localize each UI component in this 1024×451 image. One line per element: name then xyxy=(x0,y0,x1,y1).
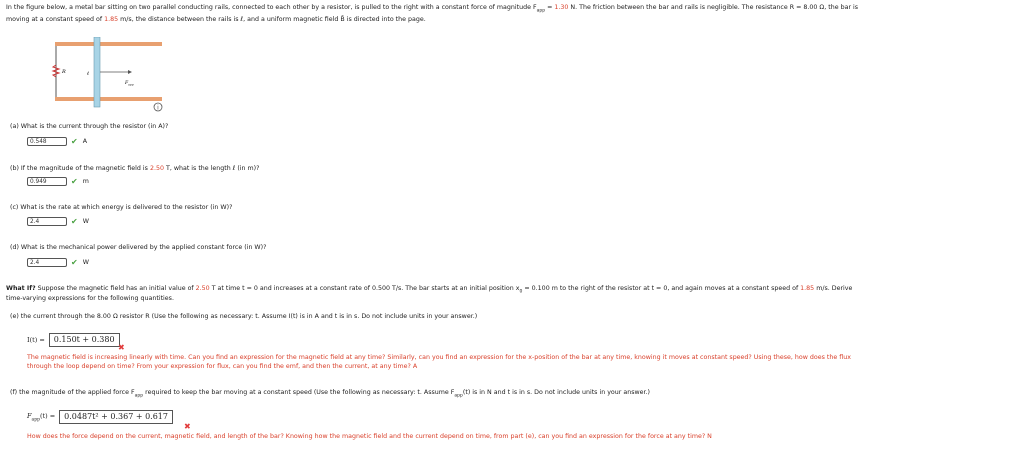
check-icon: ✔ xyxy=(71,258,78,267)
hint-f: How does the force depend on the current, magnetic field, and length of the bar? Knowing how the magnetic field and the current depend on time, from part (e), can you find an expression for the force at any time? N xyxy=(27,433,712,440)
top-rail xyxy=(55,42,162,46)
answer-row-d xyxy=(27,258,89,267)
question-f: (f) the magnitude of the applied force $F_{app}$ required to keep the bar moving at a constant speed (Use the following as necessary: t. Assume $F_{app}(t)$ is in N and t is in s. Do not include units in your answer.) xyxy=(10,389,650,399)
unit-c: W xyxy=(82,218,89,225)
hint-e-line-2: through the loop depend on time? From your expression for flux, can you find the emf, and then the current, at any time? A xyxy=(27,363,418,370)
answer-input-c[interactable]: 2.4 xyxy=(27,217,67,226)
check-icon: ✔ xyxy=(71,177,78,186)
answer-row-c xyxy=(27,217,89,226)
problem-intro-line-1: In the figure below, a metal bar sitting on two parallel conducting rails, connected to each other by a resistor, is pulled to the right with a constant force of magnitude $F_{app} = 1.30$ N. The friction between the bar and rails is negligible. The resistance R = 8.00 Ω, the bar is xyxy=(6,4,859,14)
hint-e-line-1: The magnetic field is increasing linearly with time. Can you find an expression for the magnetic field at any time? Similarly, can you find an expression for the x-position of the bar at any time, knowing it moves at constant speed? Using these, how does the flux xyxy=(27,354,851,361)
force-arrowhead xyxy=(128,70,132,74)
answer-row-e xyxy=(27,333,120,347)
label-f: $F_{app}(t)$ = xyxy=(27,411,56,423)
answer-input-e[interactable]: 0.150t + 0.380 xyxy=(49,333,120,347)
whatif-line-1: What If? Suppose the magnetic field has an initial value of 2.50 T at time t = 0 and increases at a constant rate of 0.500 T/s. The bar starts at an initial position $x_0 = 0.100$ m to the right of the resistor at t = 0, and again moves at a constant speed of 1.85 m/s. Derive xyxy=(6,285,853,295)
info-icon[interactable] xyxy=(154,103,162,112)
unit-b: m xyxy=(82,178,89,185)
answer-input-d[interactable]: 2.4 xyxy=(27,258,67,267)
question-e: (e) the current through the 8.00 Ω resistor R (Use the following as necessary: t. Assume I(t) is in A and t is in s. Do not include units in your answer.) xyxy=(10,313,478,320)
cross-icon: ✖ xyxy=(118,343,125,352)
figure-label-r: R xyxy=(62,69,66,75)
figure-label-fapp-sub: app xyxy=(128,82,134,87)
question-b: (b) If the magnitude of the magnetic field is 2.50 T, what is the length ℓ (in m)? xyxy=(10,165,260,172)
unit-a: A xyxy=(82,138,88,145)
cross-icon: ✖ xyxy=(184,422,191,431)
answer-input-b[interactable]: 0.949 xyxy=(27,177,67,186)
answer-input-f[interactable]: 0.0487t² + 0.367 + 0.617 xyxy=(59,410,173,424)
check-icon: ✔ xyxy=(71,137,78,146)
svg-text:i: i xyxy=(157,104,159,112)
figure-label-fapp: F xyxy=(125,81,129,86)
whatif-line-2: time-varying expressions for the following quantities. xyxy=(6,295,174,302)
circuit-figure xyxy=(50,37,170,112)
answer-row-a xyxy=(27,137,87,146)
metal-bar xyxy=(94,37,100,107)
question-d: (d) What is the mechanical power delivered by the applied constant force (in W)? xyxy=(10,244,267,251)
label-e: I(t) = xyxy=(27,336,45,344)
answer-row-f xyxy=(27,410,173,424)
check-icon: ✔ xyxy=(71,217,78,226)
bottom-rail xyxy=(55,97,162,101)
answer-input-a[interactable]: 0.548 xyxy=(27,137,67,146)
answer-row-b xyxy=(27,177,89,186)
figure-label-l: ℓ xyxy=(87,71,90,77)
question-c: (c) What is the rate at which energy is delivered to the resistor (in W)? xyxy=(10,204,233,211)
question-a: (a) What is the current through the resistor (in A)? xyxy=(10,123,169,130)
problem-intro-line-2: moving at a constant speed of 1.85 m/s, the distance between the rails is ℓ, and a uniform magnetic field B̄ is directed into the page. xyxy=(6,16,426,23)
unit-d: W xyxy=(82,259,89,266)
